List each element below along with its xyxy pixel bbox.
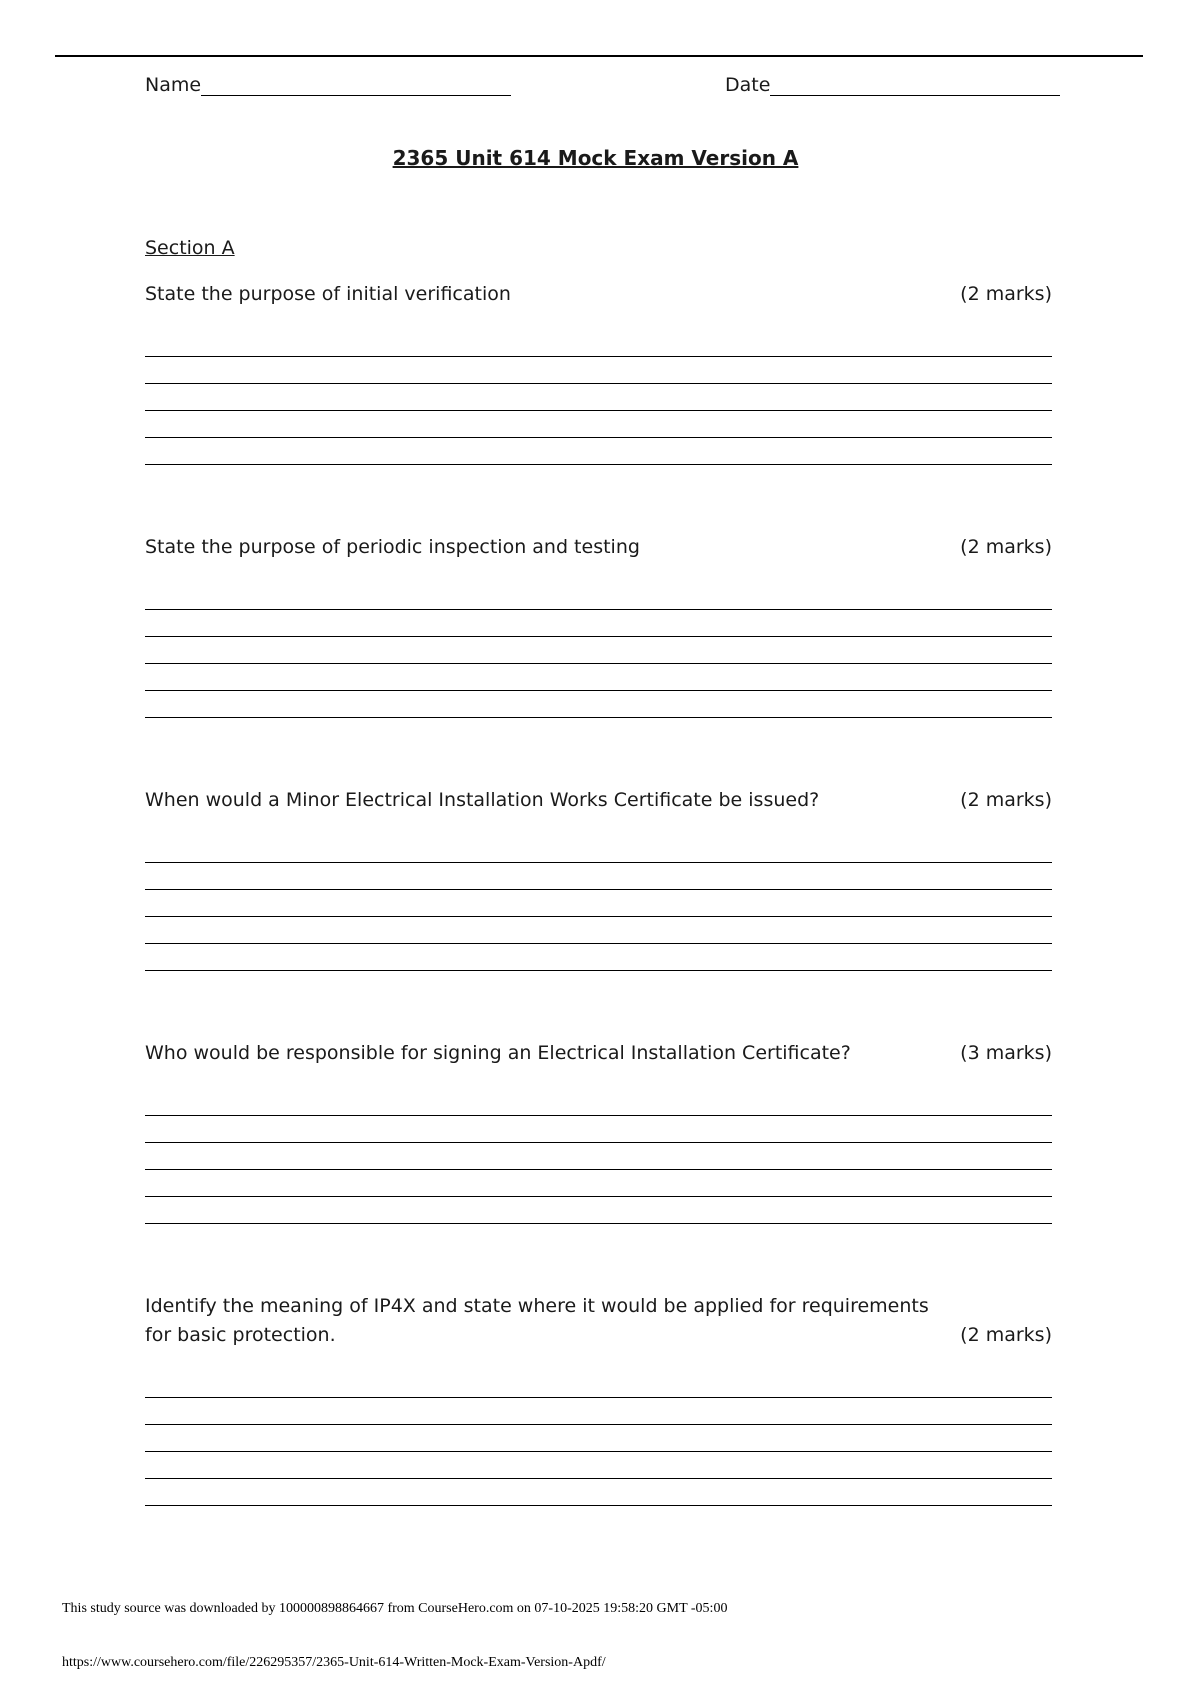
answer-line	[145, 1479, 1052, 1506]
date-field	[725, 73, 1060, 96]
answer-line	[145, 330, 1052, 357]
date-blank-line	[770, 73, 1060, 96]
answer-line	[145, 610, 1052, 637]
answer-line	[145, 917, 1052, 944]
question-2	[145, 533, 1052, 718]
answer-line	[145, 1116, 1052, 1143]
question-marks: (3 marks)	[960, 1042, 1052, 1064]
answer-line	[145, 357, 1052, 384]
answer-line	[145, 691, 1052, 718]
question-5	[145, 1292, 1052, 1506]
answer-lines	[145, 1371, 1052, 1506]
question-text: When would a Minor Electrical Installation Works Certificate be issued?	[145, 789, 820, 811]
question-marks: (2 marks)	[960, 789, 1052, 811]
name-label: Name	[145, 74, 202, 96]
answer-line	[145, 863, 1052, 890]
top-rule	[55, 55, 1143, 57]
answer-line	[145, 1170, 1052, 1197]
question-text: State the purpose of initial verification	[145, 283, 511, 305]
exam-title: 2365 Unit 614 Mock Exam Version A	[392, 146, 799, 170]
question-3	[145, 786, 1052, 971]
answer-line	[145, 836, 1052, 863]
question-text: State the purpose of periodic inspection and testing	[145, 536, 640, 558]
answer-line	[145, 1452, 1052, 1479]
question-4	[145, 1039, 1052, 1224]
question-marks: (2 marks)	[960, 1324, 1052, 1346]
answer-lines	[145, 583, 1052, 718]
answer-line	[145, 411, 1052, 438]
answer-line	[145, 1089, 1052, 1116]
question-text: Who would be responsible for signing an Electrical Installation Certificate?	[145, 1042, 851, 1064]
name-field	[145, 73, 511, 96]
answer-line	[145, 1197, 1052, 1224]
answer-line	[145, 637, 1052, 664]
answer-line	[145, 1398, 1052, 1425]
footer-source-note: This study source was downloaded by 100000898864667 from CourseHero.com on 07-10-2025 19:58:20 GMT -05:00	[62, 1601, 728, 1616]
answer-line	[145, 1425, 1052, 1452]
name-blank-line	[201, 73, 511, 96]
answer-line	[145, 664, 1052, 691]
section-heading: Section A	[145, 237, 235, 259]
question-marks: (2 marks)	[960, 283, 1052, 305]
answer-lines	[145, 836, 1052, 971]
answer-line	[145, 438, 1052, 465]
answer-line	[145, 384, 1052, 411]
answer-lines	[145, 1089, 1052, 1224]
answer-line	[145, 944, 1052, 971]
answer-line	[145, 1143, 1052, 1170]
date-label: Date	[725, 74, 771, 96]
footer-url-link[interactable]: https://www.coursehero.com/file/226295357/2365-Unit-614-Written-Mock-Exam-Version-Apdf/	[62, 1655, 606, 1670]
question-1	[145, 280, 1052, 465]
question-marks: (2 marks)	[960, 536, 1052, 558]
question-text: Identify the meaning of IP4X and state where it would be applied for requirements for basic protection.	[145, 1295, 929, 1346]
answer-line	[145, 583, 1052, 610]
answer-line	[145, 1371, 1052, 1398]
answer-lines	[145, 330, 1052, 465]
answer-line	[145, 890, 1052, 917]
